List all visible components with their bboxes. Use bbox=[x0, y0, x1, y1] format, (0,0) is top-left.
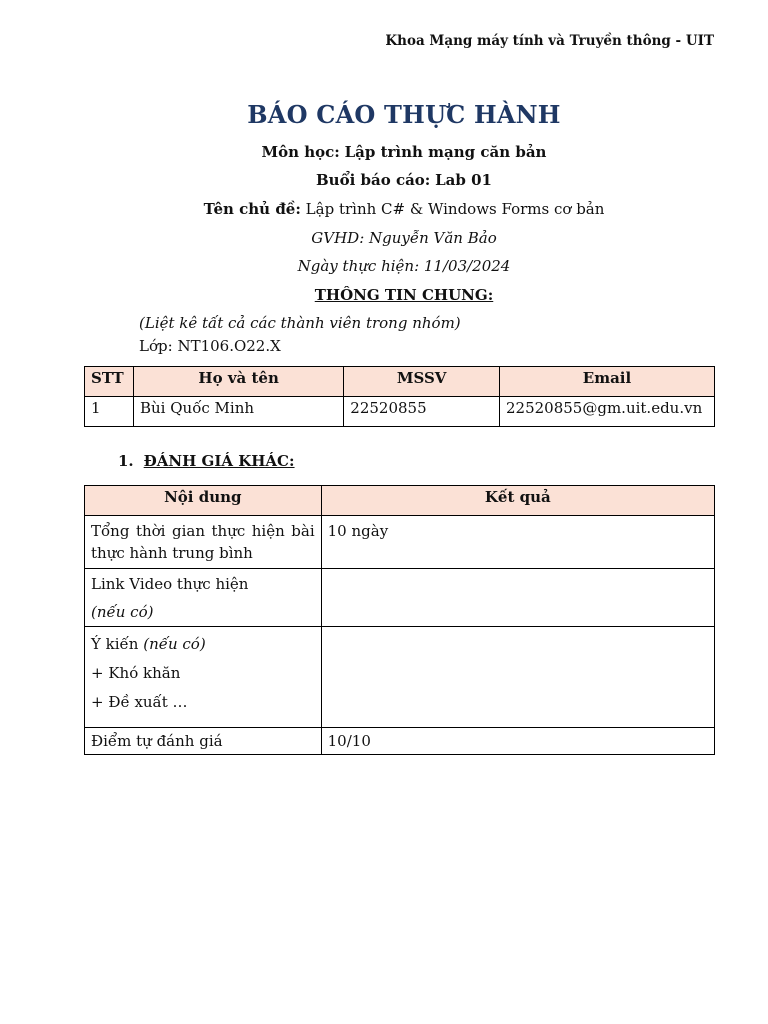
opinion-label: Ý kiến bbox=[91, 635, 139, 653]
general-info-heading: THÔNG TIN CHUNG: bbox=[314, 286, 494, 304]
opinion-line bbox=[91, 633, 315, 655]
members-table bbox=[84, 366, 715, 427]
section-title: ĐÁNH GIÁ KHÁC: bbox=[143, 452, 295, 470]
opinion-value bbox=[321, 627, 714, 728]
table-row bbox=[85, 397, 715, 427]
table-row bbox=[85, 627, 715, 728]
session-line bbox=[0, 171, 768, 189]
date-line: Ngày thực hiện: 11/03/2024 bbox=[297, 257, 511, 275]
col-header-name: Họ và tên bbox=[133, 367, 343, 397]
topic-label: Tên chủ đề: bbox=[203, 200, 301, 218]
opinion-note: (nếu có) bbox=[143, 635, 206, 653]
col-header-email: Email bbox=[500, 367, 715, 397]
session-value: Lab 01 bbox=[435, 171, 492, 189]
subject-value: Lập trình mạng căn bản bbox=[344, 143, 547, 161]
opinion-cell bbox=[85, 627, 322, 728]
video-note: (nếu có) bbox=[91, 603, 154, 621]
class-label: Lớp: bbox=[139, 337, 173, 355]
table-row bbox=[85, 569, 715, 627]
table-row bbox=[85, 516, 715, 569]
report-title: BÁO CÁO THỰC HÀNH bbox=[247, 100, 561, 129]
col-header-mssv: MSSV bbox=[344, 367, 500, 397]
topic-line bbox=[0, 200, 768, 218]
time-label: Tổng thời gian thực hiện bài thực hành trung bình bbox=[85, 516, 322, 569]
member-mssv: 22520855 bbox=[344, 397, 500, 427]
evaluation-header-row bbox=[85, 486, 715, 516]
class-line bbox=[139, 337, 281, 355]
col-header-stt: STT bbox=[85, 367, 134, 397]
score-label: Điểm tự đánh giá bbox=[85, 728, 322, 755]
member-stt: 1 bbox=[85, 397, 134, 427]
subject-label: Môn học: bbox=[261, 143, 340, 161]
member-email: 22520855@gm.uit.edu.vn bbox=[500, 397, 715, 427]
video-label: Link Video thực hiện bbox=[91, 575, 249, 593]
members-header-row bbox=[85, 367, 715, 397]
time-value: 10 ngày bbox=[321, 516, 714, 569]
member-note: (Liệt kê tất cả các thành viên trong nhóm) bbox=[139, 314, 461, 332]
section-number: 1. bbox=[118, 452, 134, 470]
col-header-result: Kết quả bbox=[321, 486, 714, 516]
score-value: 10/10 bbox=[321, 728, 714, 755]
col-header-content: Nội dung bbox=[85, 486, 322, 516]
instructor-line: GVHD: Nguyễn Văn Bảo bbox=[311, 229, 497, 247]
subject-line bbox=[0, 143, 768, 161]
member-name: Bùi Quốc Minh bbox=[133, 397, 343, 427]
faculty-header: Khoa Mạng máy tính và Truyền thông - UIT bbox=[385, 33, 714, 49]
video-value bbox=[321, 569, 714, 627]
opinion-item-suggestion: + Đề xuất … bbox=[91, 693, 188, 711]
evaluation-heading bbox=[118, 452, 295, 470]
opinion-item-difficulty: + Khó khăn bbox=[91, 664, 181, 682]
topic-value: Lập trình C# & Windows Forms cơ bản bbox=[305, 200, 605, 218]
video-cell bbox=[85, 569, 322, 627]
table-row bbox=[85, 728, 715, 755]
session-label: Buổi báo cáo: bbox=[316, 171, 431, 189]
evaluation-table bbox=[84, 485, 715, 755]
class-value: NT106.O22.X bbox=[177, 337, 281, 355]
